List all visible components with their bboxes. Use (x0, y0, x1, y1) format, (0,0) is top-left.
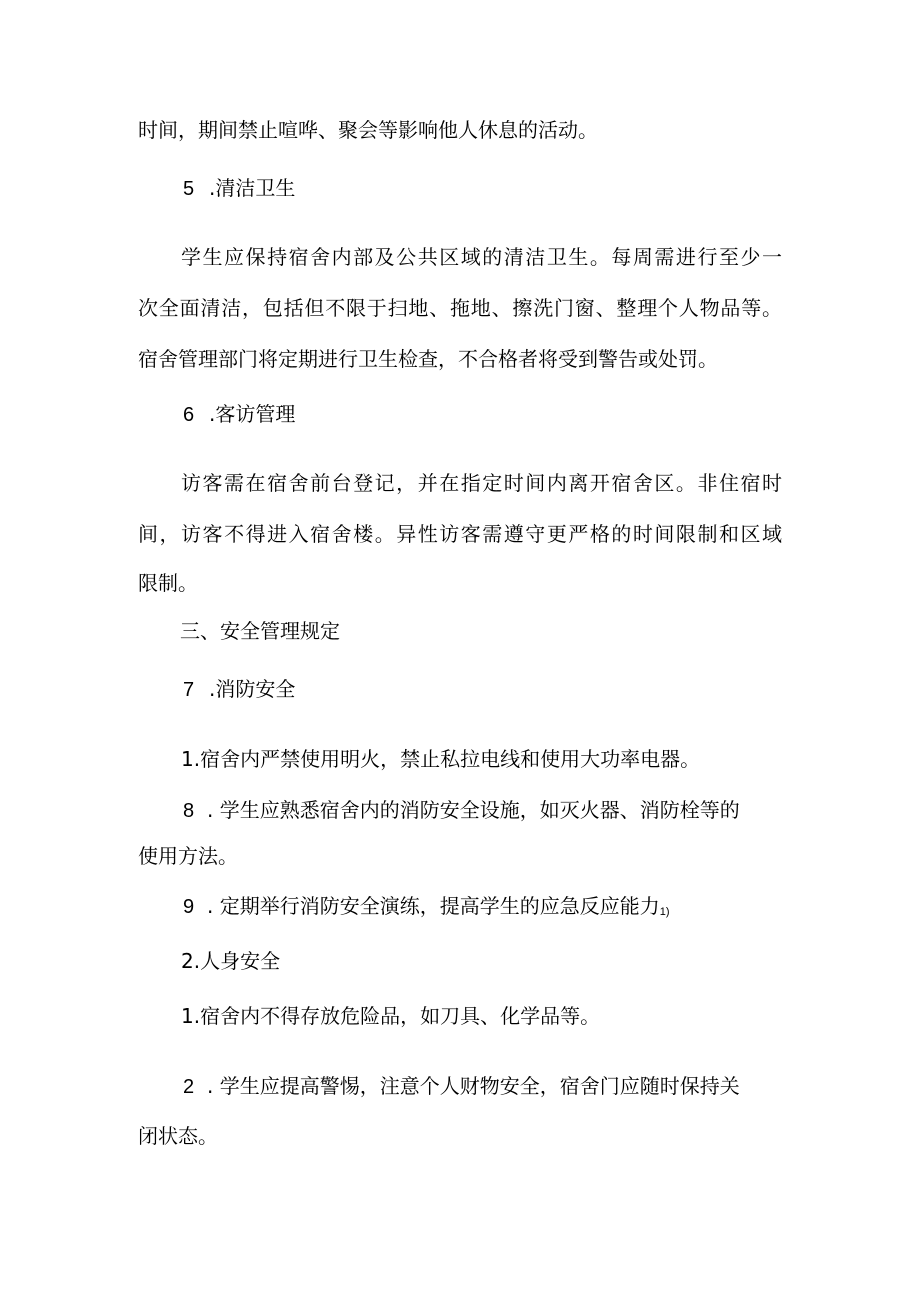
item-number: 8 (183, 800, 195, 822)
line-text: 时间，期间禁止喧哗、聚会等影响他人休息的活动。 (138, 118, 598, 142)
line-text: 限制。 (138, 571, 198, 595)
section-title: .客访管理 (209, 402, 296, 426)
section-heading (183, 175, 295, 202)
footnote-marker: 1) (659, 906, 670, 918)
paragraph-line (138, 521, 782, 547)
item-number: 9 (183, 896, 195, 918)
line-text: 宿舍管理部门将定期进行卫生检查，不合格者将受到警告或处罚。 (138, 347, 718, 371)
section-title: .消防安全 (209, 677, 296, 701)
paragraph-line (138, 570, 198, 596)
list-item (183, 797, 782, 824)
paragraph-line (138, 843, 238, 869)
line-text: 1.宿舍内严禁使用明火，禁止私拉电线和使用大功率电器。 (181, 747, 701, 771)
list-item (183, 893, 670, 925)
line-text: 使用方法。 (138, 844, 238, 868)
chapter-heading (180, 618, 340, 644)
line-text: 次全面清洁，包括但不限于扫地、拖地、擦洗门窗、整理个人物品等。 (138, 296, 782, 320)
section-number: 5 (183, 178, 195, 200)
paragraph-line (181, 470, 782, 496)
paragraph-line (138, 1123, 218, 1149)
paragraph-line (138, 295, 782, 321)
paragraph-line (138, 117, 598, 143)
section-number: 6 (183, 404, 195, 426)
line-text: 闭状态。 (138, 1124, 218, 1148)
line-text: . 定期举行消防安全演练，提高学生的应急反应能力 (207, 894, 660, 918)
list-item (181, 1003, 600, 1029)
item-number: 2 (183, 1076, 195, 1098)
section-heading (183, 676, 295, 703)
line-text: 学生应保持宿舍内部及公共区域的清洁卫生。每周需进行至少一 (181, 245, 782, 269)
chapter-title: 三、安全管理规定 (180, 619, 340, 643)
line-text: 1.宿舍内不得存放危险品，如刀具、化学品等。 (181, 1004, 601, 1028)
line-text: 间，访客不得进入宿舍楼。异性访客需遵守更严格的时间限制和区域 (138, 522, 782, 546)
line-text: 访客需在宿舍前台登记，并在指定时间内离开宿舍区。非住宿时 (181, 471, 782, 495)
section-heading (181, 948, 280, 974)
section-heading (183, 401, 295, 428)
line-text: . 学生应熟悉宿舍内的消防安全设施，如灭火器、消防栓等的 (207, 798, 740, 822)
list-item (183, 1073, 782, 1100)
section-number: 7 (183, 679, 195, 701)
line-text: . 学生应提高警惕，注意个人财物安全，宿舍门应随时保持关 (207, 1074, 740, 1098)
paragraph-line (138, 346, 718, 372)
section-title: .清洁卫生 (209, 176, 296, 200)
paragraph-line (181, 244, 782, 270)
list-item (181, 746, 700, 772)
section-title: 2.人身安全 (181, 949, 281, 973)
